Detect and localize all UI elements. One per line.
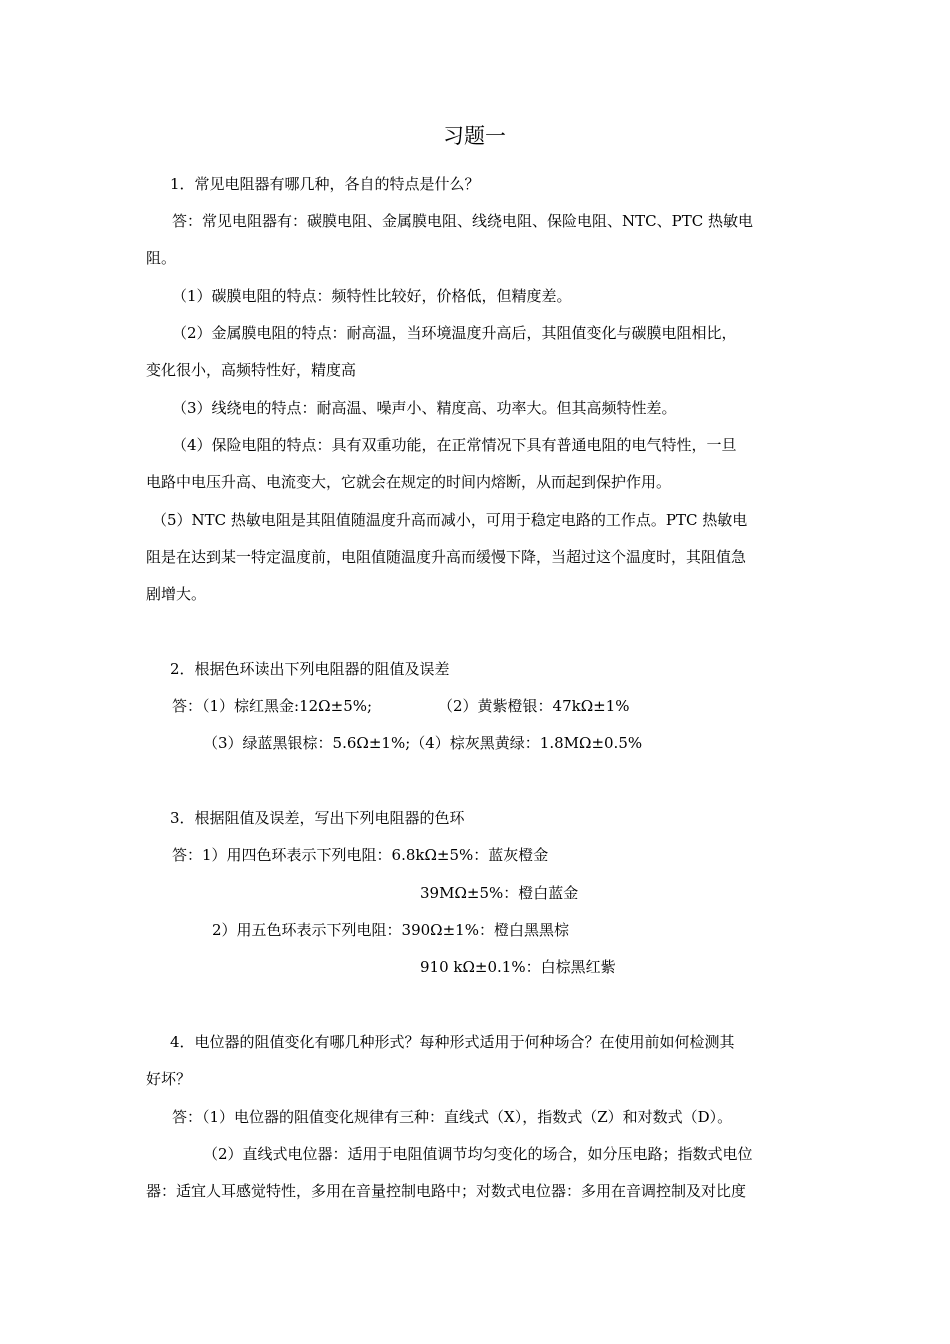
answer-1-point-5-line-1: （5）NTC 热敏电阻是其阻值随温度升高而减小，可用于稳定电路的工作点。PTC 热敏电 xyxy=(152,511,748,529)
answer-1-point-5-line-3: 剧增大。 xyxy=(146,585,207,603)
answer-2-item-1: 答：（1）棕红黑金:12Ω±5%; xyxy=(172,697,373,715)
answer-2-items-3-4: （3）绿蓝黑银棕：5.6Ω±1%;（4）棕灰黑黄绿：1.8MΩ±0.5% xyxy=(203,734,643,752)
answer-1-point-2-line-2: 变化很小，高频特性好，精度高 xyxy=(146,361,357,379)
question-3: 3．根据阻值及误差，写出下列电阻器的色环 xyxy=(170,809,465,827)
page-title: 习题一 xyxy=(443,124,506,148)
answer-4-item-2-line-1: （2）直线式电位器：适用于电阻值调节均匀变化的场合，如分压电路；指数式电位 xyxy=(203,1145,753,1163)
answer-3-line-4: 910 kΩ±0.1%：白棕黑红紫 xyxy=(420,958,616,976)
answer-1-point-2-line-1: （2）金属膜电阻的特点：耐高温，当环境温度升高后，其阻值变化与碳膜电阻相比， xyxy=(172,324,737,342)
answer-1-line-2: 阻。 xyxy=(146,249,177,267)
answer-3-line-3: 2）用五色环表示下列电阻：390Ω±1%：橙白黑黑棕 xyxy=(212,921,569,939)
answer-1-point-5-line-2: 阻是在达到某一特定温度前，电阻值随温度升高而缓慢下降，当超过这个温度时，其阻值急 xyxy=(146,548,747,566)
answer-1-point-4-line-2: 电路中电压升高、电流变大，它就会在规定的时间内熔断，从而起到保护作用。 xyxy=(146,473,672,491)
answer-4-item-1: 答：（1）电位器的阻值变化规律有三种：直线式（X），指数式（Z）和对数式（D）。 xyxy=(172,1108,733,1126)
answer-2-item-2: （2）黄紫橙银：47kΩ±1% xyxy=(438,697,630,715)
question-4-line-2: 好坏？ xyxy=(146,1070,192,1088)
answer-1-point-4-line-1: （4）保险电阻的特点：具有双重功能，在正常情况下具有普通电阻的电气特性，一旦 xyxy=(172,436,737,454)
question-1: 1．常见电阻器有哪几种，各自的特点是什么？ xyxy=(170,175,480,193)
question-4-line-1: 4．电位器的阻值变化有哪几种形式？每种形式适用于何种场合？在使用前如何检测其 xyxy=(170,1033,735,1051)
question-2: 2．根据色环读出下列电阻器的阻值及误差 xyxy=(170,660,450,678)
answer-3-line-1: 答：1）用四色环表示下列电阻：6.8kΩ±5%：蓝灰橙金 xyxy=(172,846,549,864)
answer-1-point-1: （1）碳膜电阻的特点：频特性比较好，价格低，但精度差。 xyxy=(172,287,572,305)
answer-1-line-1: 答：常见电阻器有：碳膜电阻、金属膜电阻、线绕电阻、保险电阻、NTC、PTC 热敏电 xyxy=(172,212,753,230)
answer-4-item-2-line-2: 器：适宜人耳感觉特性，多用在音量控制电路中；对数式电位器：多用在音调控制及对比度 xyxy=(146,1182,747,1200)
answer-1-point-3: （3）线绕电的特点：耐高温、噪声小、精度高、功率大。但其高频特性差。 xyxy=(172,399,677,417)
answer-3-line-2: 39MΩ±5%：橙白蓝金 xyxy=(420,884,579,902)
